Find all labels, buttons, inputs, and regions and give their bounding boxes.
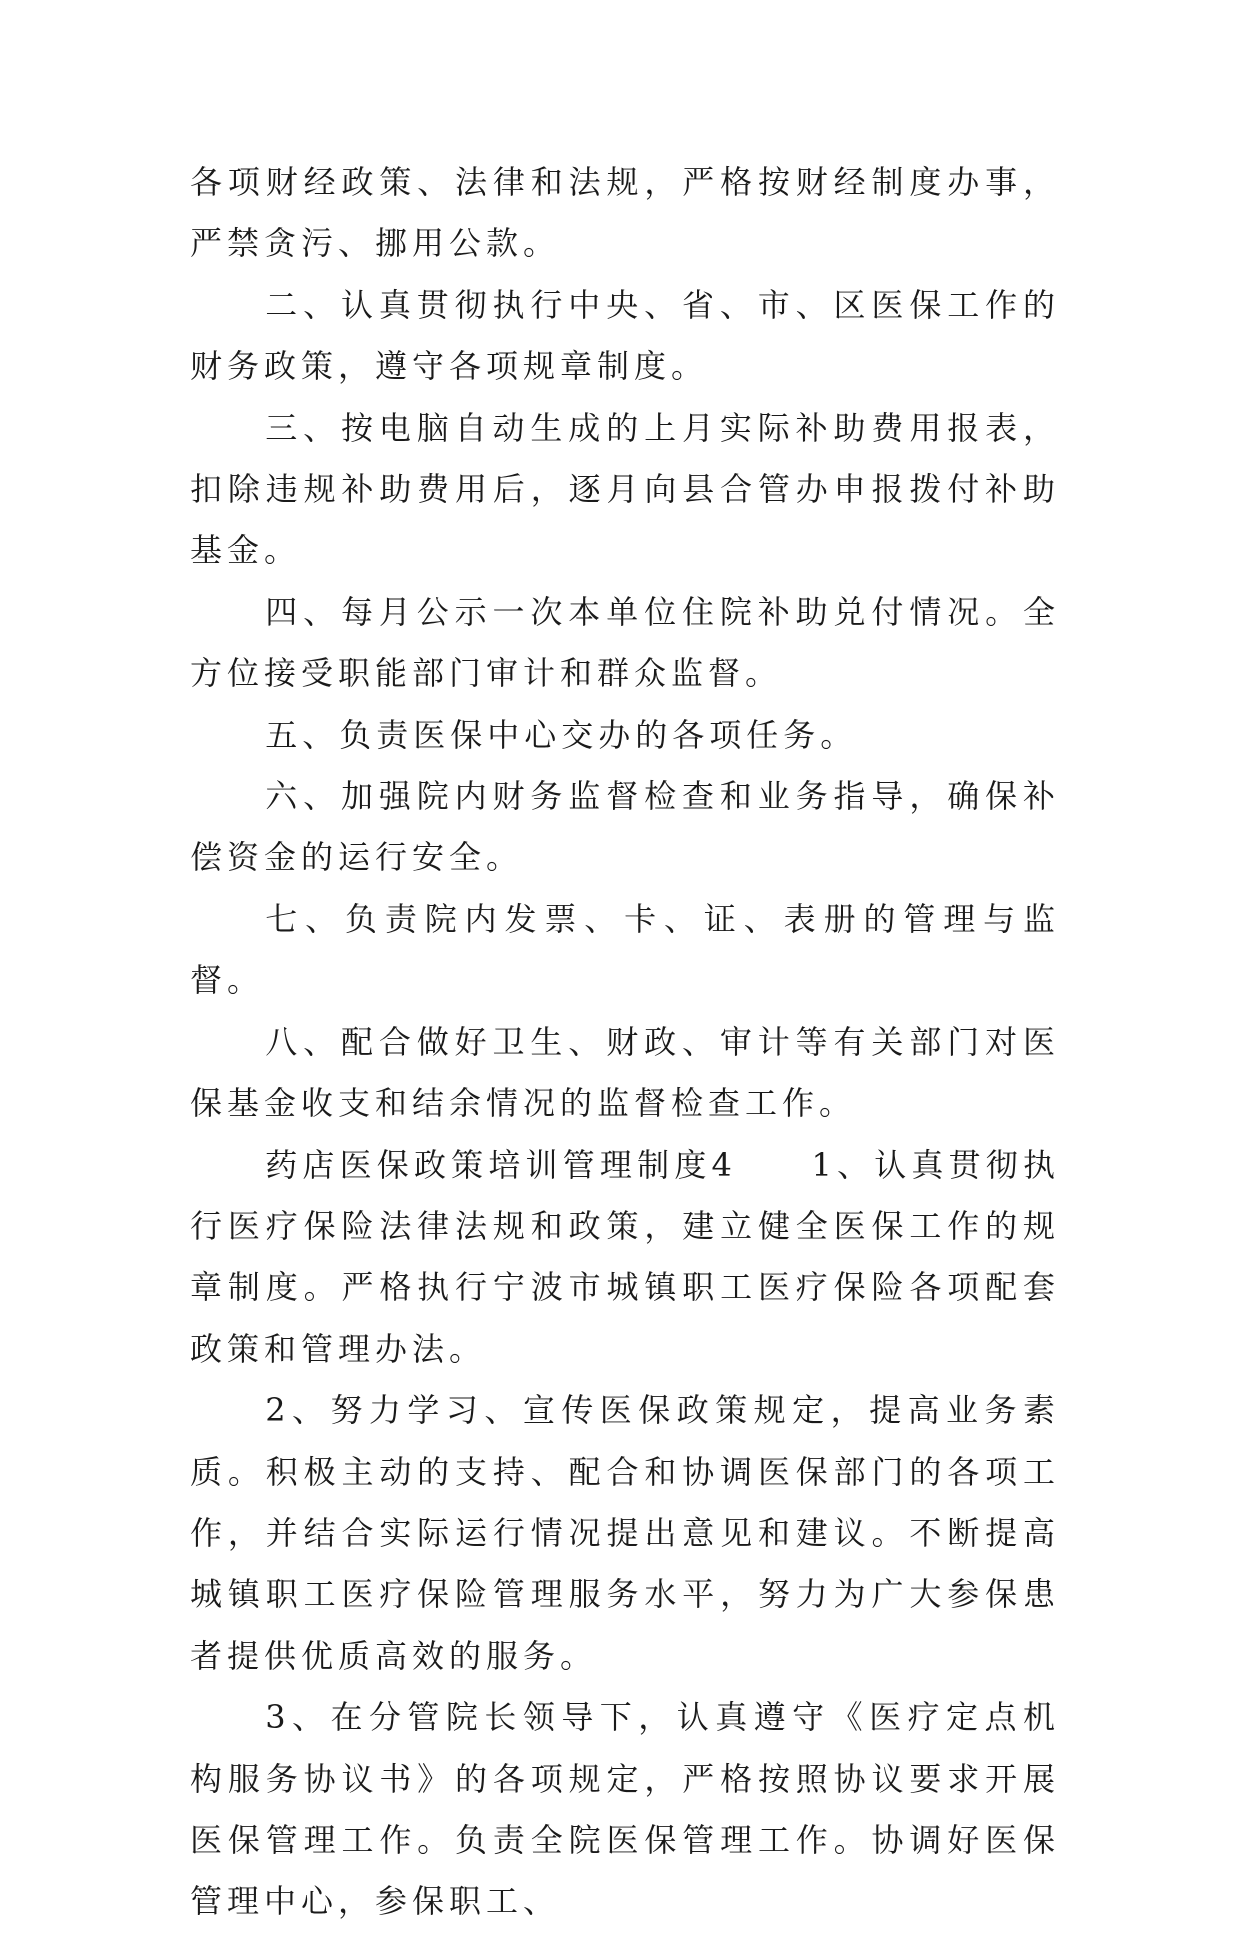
paragraph-5: 五、负责医保中心交办的各项任务。: [265, 715, 858, 754]
paragraph-4: 四、每月公示一次本单位住院补助兑付情况。全方位接受职能部门审计和群众监督。: [190, 592, 1060, 693]
paragraph-3: 三、按电脑自动生成的上月实际补助费用报表，扣除违规补助费用后，逐月向县合管办申报拨付补助基金。: [190, 408, 1060, 570]
paragraph-7: 七、负责院内发票、卡、证、表册的管理与监督。: [190, 899, 1060, 1000]
document-body: [190, 152, 1060, 1933]
paragraph-1: 各项财经政策、法律和法规，严格按财经制度办事，严禁贪污、挪用公款。: [190, 163, 1060, 263]
paragraph-8: 八、配合做好卫生、财政、审计等有关部门对医保基金收支和结余情况的监督检查工作。: [190, 1022, 1060, 1123]
paragraph-6: 六、加强院内财务监督检查和业务指导，确保补偿资金的运行安全。: [190, 777, 1060, 877]
paragraph-11: 3、在分管院长领导下，认真遵守《医疗定点机构服务协议书》的各项规定，严格按照协议要求开展医保管理工作。负责全院医保管理工作。协调好医保管理中心，参保职工、: [190, 1698, 1060, 1921]
paragraph-2: 二、认真贯彻执行中央、省、市、区医保工作的财务政策，遵守各项规章制度。: [190, 285, 1060, 386]
paragraph-9: 药店医保政策培训管理制度4 1、认真贯彻执行医疗保险法律法规和政策，建立健全医保工作的规章制度。严格执行宁波市城镇职工医疗保险各项配套政策和管理办法。: [190, 1145, 1060, 1368]
paragraph-10: 2、努力学习、宣传医保政策规定，提高业务素质。积极主动的支持、配合和协调医保部门的各项工作，并结合实际运行情况提出意见和建议。不断提高城镇职工医疗保险管理服务水平，努力为广大参保患者提供优质高效的服务。: [190, 1391, 1060, 1675]
